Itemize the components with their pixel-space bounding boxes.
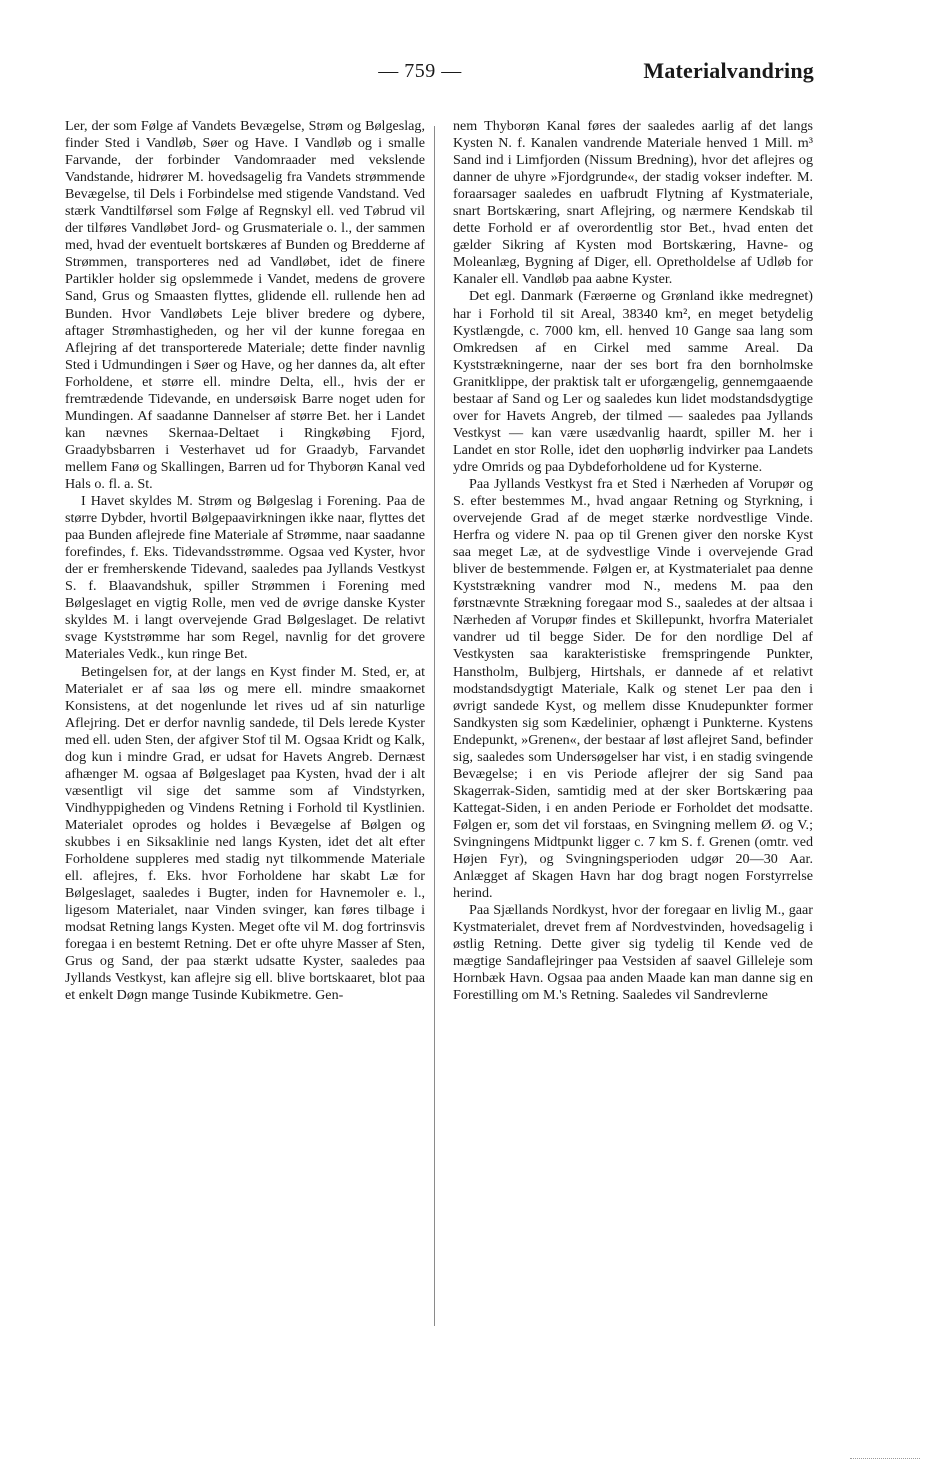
paragraph: I Havet skyldes M. Strøm og Bølgeslag i Forening. Paa de større Dybder, hvortil Bølgepaavirkningen ikke naar, flyttes det paa Bunden aflejrede fine Materiale af Strømme, naar saadanne forefindes, f. Eks. Tidevandsstrømme. Ogsaa ved Kyster, hvor der er fremherskende Tidevand, saaledes paa Jyllands Vestkyst S. f. Blaavandshuk, spiller Strømmen i Forening med Bølgeslaget en vigtig Rolle, men ved de øvrige danske Kyster skyldes M. i langt overvejende Grad Bølgeslaget. De relativt svage Kyststrømme har som Regel, navnlig for det grovere Materiales Vedk., kun ringe Bet. [65,493,425,663]
paragraph: Det egl. Danmark (Færøerne og Grønland ikke medregnet) har i Forhold til sit Areal, 38340 km², en meget betydelig Kystlængde, c. 7000 km, ell. henved 10 Gange saa lang som Omkredsen af en Cirkel med samme Areal. Da Kyststrækningerne, naar der ses bort fra den bornholmske Granitklippe, der praktisk talt er uforgængelig, gennemgaaende bestaar af Sand og Ler og saaledes kun lidet modstandsdygtige over for Havets Angreb, der tilmed — saaledes paa Jyllands Vestkyst — kan være usædvanlig haardt, spiller M. her i Landet en stor Rolle, idet den uophørlig indvirker paa Landets ydre Omrids og paa Dybdeforholdene ud for Kysterne. [453,288,813,475]
scan-artifact [850,1452,920,1459]
page-number: — 759 — [378,60,462,82]
paragraph: Betingelsen for, at der langs en Kyst finder M. Sted, er, at Materialet er af saa løs og mere ell. mindre smaakornet Konsistens, at det nogenlunde let rives ud af sin naturlige Aflejring. Det er derfor navnlig sandede, til Dels lerede Kyster med ell. uden Sten, der afgiver Stof til M. Ogsaa Kridt og Kalk, dog kun i mindre Grad, er udsat for Havets Angreb. Dernæst afhænger M. ogsaa af Bølgeslaget paa Kysten, hvad der i alt væsentligt vil sige det samme som af Vindstyrken, Vindhyppigheden og Vindens Retning i Forhold til Kystlinien. Materialet oprodes og holdes i Bevægelse af Bølgen og skubbes i en Siksaklinie ned langs Kysten, idet det alt efter Forholdene suppleres med stadig nyt tilkommende Materiale ell. aflejres, f. Eks. hvor Forholdene har skabt Læ for Bølgeslaget, saaledes i Bugter, inden for Havnemoler e. l., ligesom Materialet, naar Vinden svinger, kan føres tilbage i modsat Retning langs Kysten. Meget ofte vil M. dog fortrinsvis foregaa i en bestemt Retning. Det er ofte uhyre Masser af Sten, Grus og Sand, der paa stærkt udsatte Kyster, saaledes paa Jyllands Vestkyst, kan aflejre sig ell. blive bortskaaret, blot paa et enkelt Døgn mange Tusinde Kubikmetre. Gen- [65,663,425,1004]
paragraph: Paa Jyllands Vestkyst fra et Sted i Nærheden af Vorupør og S. efter bestemmes M., hvad angaar Retning og Styrkning, i overvejende Grad af de meget stærke nordvestlige Vinde. Herfra og videre N. paa op til Grenen giver den norske Kyst saa meget Læ, at de sydvestlige Vinde i overvejende Grad bliver de bestemmende. Følgen er, at Kystmaterialet paa denne Kyststrækning vandrer mod N., medens M. paa den førstnævnte Strækning foregaar mod S., saaledes at der altsaa i Nærheden af Vorupør findes et Skillepunkt, hvorfra Materialet vandrer ud til begge Sider. De for den nordlige Del af Vestkysten saa karakteristiske fremspringende Punkter, Hanstholm, Bulbjerg, Hirtshals, er dannede af et relativt modstandsdygtigt Materiale, Kalk og stenet Ler paa den i øvrigt sandede Kyst, og mellem disse Knudepunkter former Sandkysten sig som Kædelinier, ophængt i Punkterne. Kystens Endepunkt, »Grenen«, der bestaar af løst aflejret Sand, befinder sig, saaledes som Undersøgelser har vist, i en stadig svingende Bevægelse; i en vis Periode aflejrer der sig Sand paa Skagerrak-Siden, samtidig med at der sker Bortskæring paa Kattegat-Siden, i en anden Periode er Forholdet det modsatte. Følgen er, som det vil forstaas, en Svingning mellem Ø. og V.; Svingningens Midtpunkt ligger c. 7 km S. f. Grenen (omtr. ved Højen Fyr), og Svingningsperioden udgør 20—30 Aar. Anlægget af Skagen Havn har dog bragt nogen Forstyrrelse herind. [453,475,813,902]
left-column [65,118,425,1004]
page-header [0,0,928,110]
paragraph: Ler, der som Følge af Vandets Bevægelse, Strøm og Bølgeslag, finder Sted i Vandløb, Søer og Have. I Vandløb og i smalle Farvande, der forbinder Vandomraader med vekslende Vandstande, hidrører M. hovedsagelig fra Vandets strømmende Bevægelse, til Dels i Forbindelse med stigende Vandstand. Ved stærk Vandtilførsel som Følge af Regnskyl ell. ved Tøbrud vil der tilføres Vandløbet Jord- og Grusmateriale o. l., der sammen med, hvad der eventuelt bortskæres af Bunden og Bredderne af Strømmen, transporteres ned ad Vandløbet, idet de finere Partikler holder sig opslemmede i Vandet, medens de grovere Sand, Grus og Smaasten flyttes, glidende ell. rullende hen ad Bunden. Hvor Vandløbets Leje bliver bredere og dybere, aftager Strømhastigheden, og her vil der kunne foregaa en Aflejring af det transporterede Materiale; dette finder navnlig Sted i Udmundingen i Søer og Have, og her dannes da, alt efter Forholdene, et større ell. mindre Delta, ell., hvis der er fremtrædende Tidevande, en undersøisk Barre noget uden for Mundingen. Af saadanne Dannelser af større Bet. her i Landet kan nævnes Skernaa-Deltaet i Ringkøbing Fjord, Graadybsbarren i Vesterhavet ud for Graadyb, Farvandet mellem Fanø og Skallingen, Barren ud for Thyborøn Kanal ved Hals o. fl. a. St. [65,118,425,492]
running-title: Materialvandring [643,58,814,83]
paragraph: Paa Sjællands Nordkyst, hvor der foregaar en livlig M., gaar Kystmaterialet, drevet frem af Nordvestvinden, hovedsagelig i østlig Retning. Dette giver sig tydelig til Kende ved de mægtige Sandaflejringer paa Vestsiden af saavel Gilleleje som Hornbæk Havn. Ogsaa paa anden Maade kan man danne sig en Forestilling om M.'s Retning. Saaledes vil Sandrevlerne [453,902,813,1004]
paragraph: nem Thyborøn Kanal føres der saaledes aarlig af det langs Kysten N. f. Kanalen vandrende Materiale henved 1 Mill. m³ Sand ind i Limfjorden (Nissum Bredning), hvor det aflejres og danner de uhyre »Fjordgrunde«, der stadig vokser indefter. M. foraarsager saaledes en uafbrudt Flytning af Kystmateriale, snart Bortskæring, snart Aflejring, og nærmere Kendskab til dette Forhold er af overordentlig stor Bet., hvad enten det gælder Sikring af Kysten mod Bortskæring, Havne- og Moleanlæg, Bygning af Diger, ell. Opretholdelse af Udløb for Kanaler ell. Vandløb paa aabne Kyster. [453,118,813,288]
right-column [453,118,813,1004]
column-divider [434,126,435,1326]
